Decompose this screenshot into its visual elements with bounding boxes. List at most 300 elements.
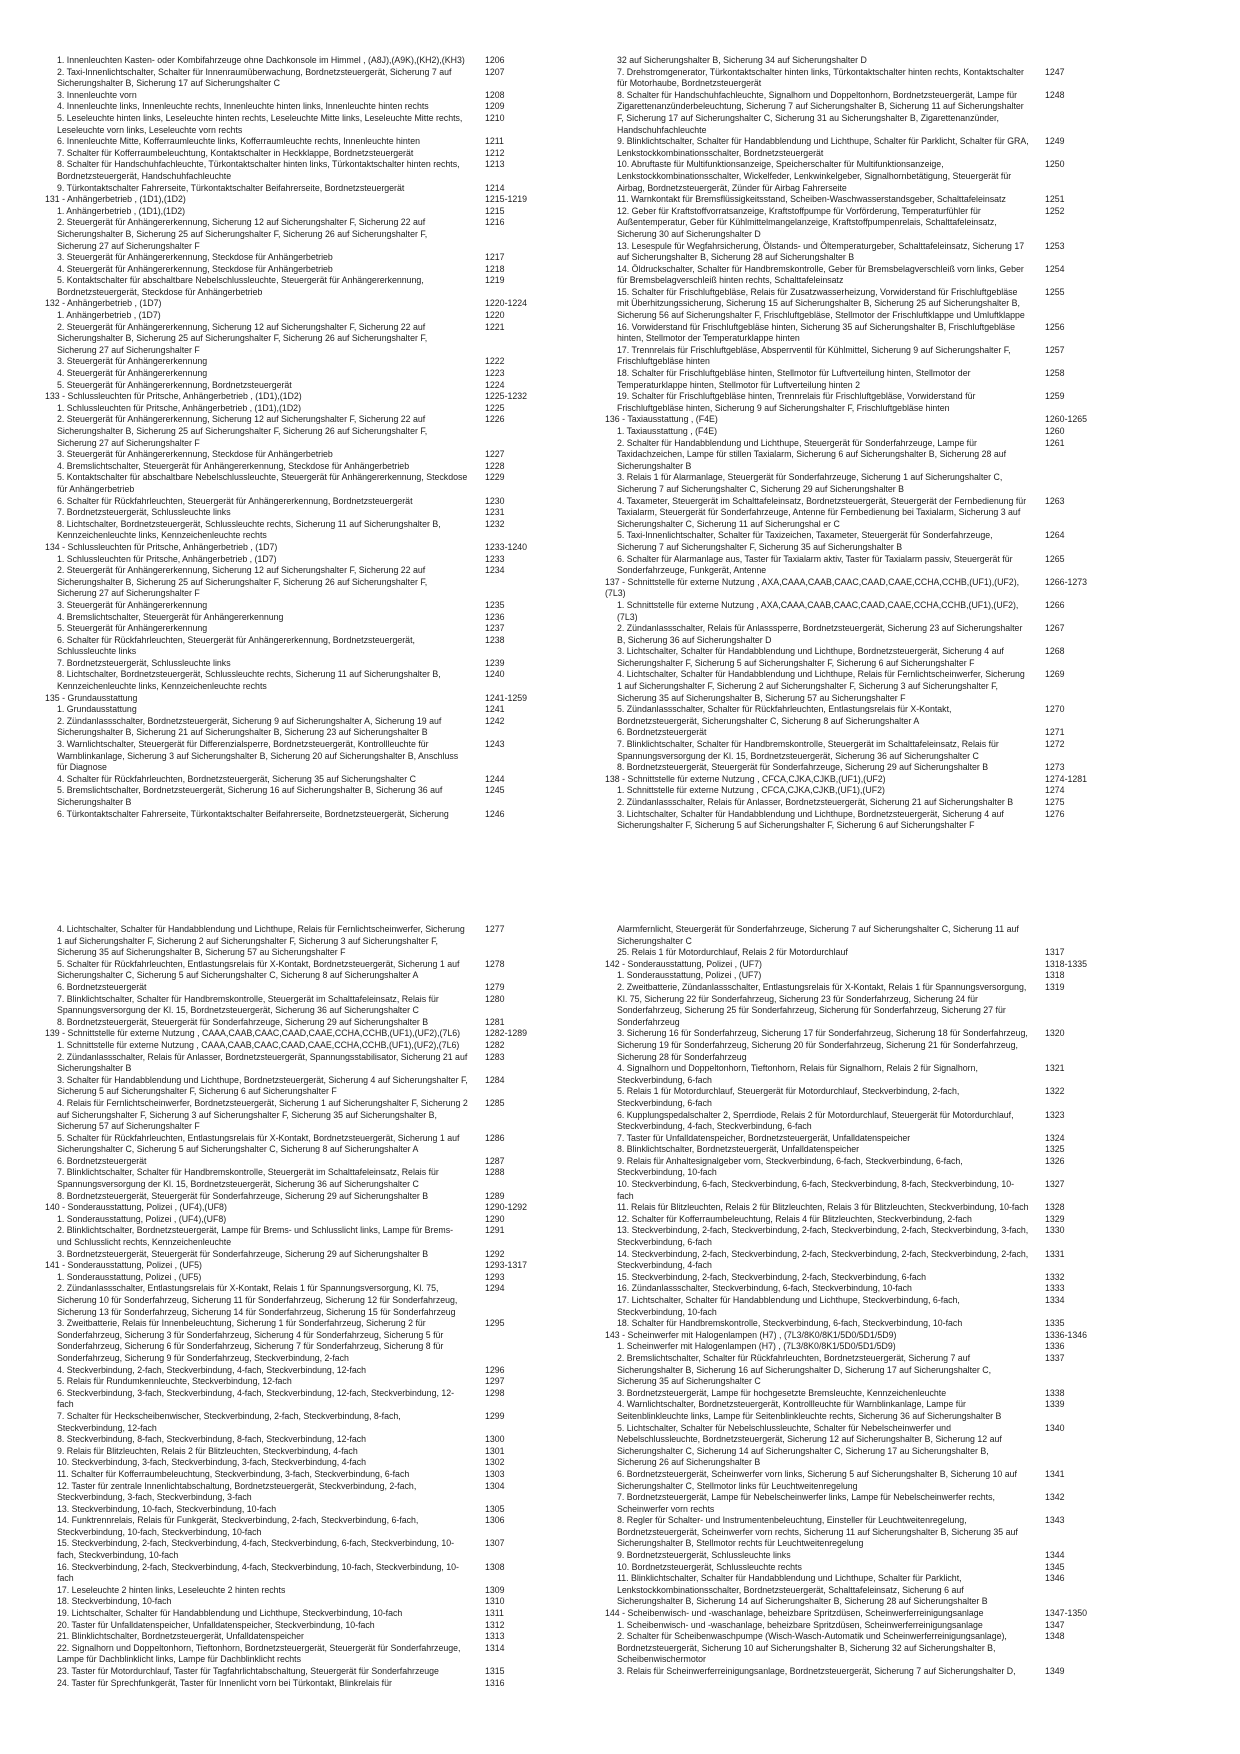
index-entry: [45, 1666, 535, 1678]
index-entry: [605, 809, 1095, 832]
entry-text: 5. Schalter für Rückfahrleuchten, Entlastungsrelais für X-Kontakt, Bordnetzsteuergerät, Sicherung 1 auf Sicherungshalter C, Sicherung 5 auf Sicherungshalter C, Sicherung 8 auf Sicherungshalter A: [57, 1132, 460, 1155]
entry-text: 4. Lichtschalter, Schalter für Handabblendung und Lichthupe, Relais für Fernlichtscheinwerfer, Sicherung 1 auf Sicherungshalter F, Sicherung 2 auf Sicherungshalter F, Sicherung 3 auf Sicherungshalter F, Sicherung 35 auf Sicherungshalter B, Sicherung 57 au Sicherungshalter F: [57, 924, 465, 958]
index-entry: [45, 507, 535, 519]
entry-page-number: 1244: [485, 773, 505, 784]
entry-text: 7. Drehstromgenerator, Türkontaktschalter hinten links, Türkontaktschalter hinten rechts, Kontaktschalter für Motorhaube, Bordnetzsteuergerät: [617, 66, 1024, 89]
entry-page-number: 1293-1317: [485, 1260, 528, 1271]
entry-text: 3. Steuergerät für Anhängererkennung, Steckdose für Anhängerbetrieb: [57, 449, 333, 460]
entry-page-number: 1330: [1045, 1225, 1065, 1236]
index-entry: [45, 391, 535, 403]
entry-page-number: 1300: [485, 1434, 505, 1445]
index-entry: [605, 1249, 1095, 1272]
index-entry: [605, 1144, 1095, 1156]
entry-page-number: 1268: [1045, 646, 1065, 657]
entry-text: 16. Steckverbindung, 2-fach, Steckverbindung, 4-fach, Steckverbindung, 10-fach, Steckverbindung, 10-fach: [57, 1561, 459, 1584]
entry-page-number: 1277: [485, 924, 505, 934]
index-entry: [45, 1481, 535, 1504]
index-entry: [45, 1225, 535, 1248]
index-entry: [605, 1469, 1095, 1492]
index-entry: [45, 183, 535, 195]
entry-text: 8. Lichtschalter, Bordnetzsteuergerät, Schlussleuchte rechts, Sicherung 11 auf Sicherungshalter B, Kennzeichenleuchte links, Kennzeichenleuchte rechts: [57, 518, 441, 541]
index-entry: [605, 287, 1095, 322]
entry-page-number: 1341: [1045, 1468, 1065, 1479]
entry-page-number: 1218: [485, 263, 505, 274]
index-entry: [605, 322, 1095, 345]
index-entry: [605, 414, 1095, 426]
entry-page-number: 1211: [485, 136, 504, 147]
index-entry: [605, 1283, 1095, 1295]
index-entry: [45, 472, 535, 495]
index-entry: [45, 658, 535, 670]
entry-page-number: 1251: [1045, 194, 1065, 205]
entry-text: 141 - Sonderausstattung, Polizei , (UF5): [45, 1260, 202, 1271]
entry-page-number: 1314: [485, 1642, 505, 1653]
entry-page-number: 1312: [485, 1619, 505, 1630]
entry-page-number: 1328: [1045, 1202, 1065, 1213]
index-entry: [45, 159, 535, 182]
entry-text: 18. Schalter für Handbremskontrolle, Steckverbindung, 6-fach, Steckverbindung, 10-fach: [617, 1318, 963, 1329]
entry-page-number: 1212: [485, 147, 505, 158]
index-entry: [605, 577, 1095, 600]
entry-text: 14. Steckverbindung, 2-fach, Steckverbindung, 2-fach, Steckverbindung, 2-fach, Steckverbindung, 2-fach, Steckverbindung, 4-fach: [617, 1248, 1029, 1271]
index-entry: [45, 600, 535, 612]
entry-text: 16. Vorwiderstand für Frischluftgebläse hinten, Sicherung 35 auf Sicherungshalter B, Frischluftgebläse hinten, Stellmotor der Temperaturklappe hinten: [617, 321, 1016, 344]
entry-page-number: 1316: [485, 1677, 505, 1688]
index-entry: [605, 1272, 1095, 1284]
entry-page-number: 1329: [1045, 1213, 1065, 1224]
entry-text: 15. Schalter für Frischluftgebläse, Relais für Zusatzwasserheizung, Vorwiderstand für Frischluftgebläse mit Überhitzungssicherung, Sicherung 15 auf Sicherungshalter B, Sicherung 25 auf Sicherungshalter B, Sicherung 56 auf Sicherungshalter F, Frischluftgebläse, Stellmotor der Frischluftklappe und Umluftklappe: [617, 286, 1025, 321]
index-entry: [45, 449, 535, 461]
index-entry: [45, 298, 535, 310]
entry-page-number: 1276: [1045, 808, 1065, 819]
index-entry: [45, 1040, 535, 1052]
entry-text: 5. Lichtschalter, Schalter für Nebelschlussleuchte, Schalter für Nebelscheinwerfer und Nebelschlussleuchte, Bordnetzsteuergerät, Sicherung 12 auf Sicherungshalter B, Sicherung 12 auf Sicherungshalter C, Sicherung 14 auf Sicherungshalter C, Sicherung 17 au Sicherungshalter B, Sicherung 26 auf Sicherungshalter B: [617, 1422, 1002, 1468]
entry-text: 2. Zündanlassschalter, Relais für Anlasser, Bordnetzsteuergerät, Spannungsstabilisator, Sicherung 21 auf Sicherungshalter B: [57, 1051, 468, 1074]
index-entry: [605, 206, 1095, 241]
entry-page-number: 1217: [485, 252, 505, 263]
entry-text: 11. Relais für Blitzleuchten, Relais 2 für Blitzleuchten, Relais 3 für Blitzleuchten, Steckverbindung, 10-fach: [617, 1202, 1029, 1213]
entry-page-number: 1336: [1045, 1341, 1065, 1352]
index-entry: [45, 739, 535, 774]
entry-page-number: 1231: [485, 507, 505, 518]
index-entry: [605, 1631, 1095, 1666]
index-entry: [605, 947, 1095, 959]
index-entry: [605, 739, 1095, 762]
index-entry: [45, 1133, 535, 1156]
entry-page-number: 1289: [485, 1190, 505, 1201]
entry-page-number: 1206: [485, 55, 505, 65]
entry-page-number: 1273: [1045, 762, 1065, 773]
entry-page-number: 1286: [485, 1132, 505, 1143]
entry-page-number: 1264: [1045, 530, 1065, 541]
entry-page-number: 1254: [1045, 263, 1065, 274]
entry-text: 8. Blinklichtschalter, Bordnetzsteuergerät, Unfalldatenspeicher: [617, 1144, 860, 1155]
entry-text: 3. Sicherung 16 für Sonderfahrzeug, Sicherung 17 für Sonderfahrzeug, Sicherung 18 für Sonderfahrzeug, Sicherung 19 für Sonderfahrzeug, Sicherung 20 für Sonderfahrzeug, Sicherung 21 für Sonderfahrzeug, Sicherung 28 für Sonderfahrzeug: [617, 1028, 1028, 1062]
entry-text: 9. Blinklichtschalter, Schalter für Handabblendung und Lichthupe, Schalter für Parklicht, Schalter für GRA, Lenkstockkombinationsschalter, Bordnetzsteuergerät: [617, 136, 1029, 158]
index-entry: [605, 982, 1095, 1028]
entry-text: 14. Funktrennrelais, Relais für Funkgerät, Steckverbindung, 2-fach, Steckverbindung, 6-fach, Steckverbindung, 10-fach, Steckverbindung, 10-fach: [57, 1515, 419, 1537]
entry-page-number: 1279: [485, 981, 505, 992]
index-entry: [45, 1411, 535, 1434]
entry-page-number: 1348: [1045, 1631, 1065, 1642]
entry-page-number: 1338: [1045, 1387, 1065, 1398]
index-entry: [45, 1318, 535, 1364]
entry-page-number: 1215: [485, 205, 505, 216]
entry-text: 6. Bordnetzsteuergerät: [57, 981, 147, 992]
entry-text: 5. Taxi-Innenlichtschalter, Schalter für Taxizeichen, Taxameter, Steuergerät für Sonderfahrzeuge, Sicherung 7 auf Sicherungshalter F, Sicherung 35 auf Sicherungshalter B: [617, 530, 993, 552]
entry-page-number: 1287: [485, 1155, 505, 1166]
entry-page-number: 1253: [1045, 240, 1065, 251]
entry-text: 32 auf Sicherungshalter B, Sicherung 34 auf Sicherungshalter D: [617, 55, 867, 65]
entry-page-number: 1228: [485, 460, 505, 471]
index-entry: [605, 1492, 1095, 1515]
entry-page-number: 1233-1240: [485, 541, 528, 552]
entry-page-number: 1222: [485, 356, 505, 367]
entry-text: 2. Steuergerät für Anhängererkennung, Sicherung 12 auf Sicherungshalter F, Sicherung 22 auf Sicherungshalter B, Sicherung 25 auf Sicherungshalter F, Sicherung 26 auf Sicherungshalter F, Sicherung 27 auf Sicherungshalter F: [57, 217, 428, 251]
index-entry: [45, 322, 535, 357]
index-entry: [605, 1214, 1095, 1226]
index-entry: [45, 924, 535, 959]
index-entry: [45, 1365, 535, 1377]
index-entry: [45, 1457, 535, 1469]
entry-text: 3. Steuergerät für Anhängererkennung, Steckdose für Anhängerbetrieb: [57, 252, 333, 263]
entry-text: 8. Regler für Schalter- und Instrumentenbeleuchtung, Einsteller für Leuchtweitenregelung, Bordnetzsteuergerät, Scheinwerfer vorn rechts, Sicherung 11 auf Sicherungshalter B, Sicherung 35 auf Sicherungshalter B, Stellmotor rechts für Leuchtweitenregelung: [617, 1515, 1018, 1549]
index-entry: [45, 519, 535, 542]
entry-page-number: 1290: [485, 1213, 505, 1224]
index-entry: [45, 1283, 535, 1318]
index-entry: [605, 797, 1095, 809]
entry-text: 3. Lichtschalter, Schalter für Handabblendung und Lichthupe, Bordnetzsteuergerät, Sicherung 4 auf Sicherungshalter F, Sicherung 5 auf Sicherungshalter F, Sicherung 6 auf Sicherungshalter F: [617, 646, 1004, 668]
entry-text: 6. Innenleuchte Mitte, Kofferraumleuchte links, Kofferraumleuchte rechts, Innenleuchte hinten: [57, 136, 421, 147]
entry-text: 4. Lichtschalter, Schalter für Handabblendung und Lichthupe, Relais für Fernlichtscheinwerfer, Sicherung 1 auf Sicherungshalter F, Sicherung 2 auf Sicherungshalter F, Sicherung 3 auf Sicherungshalter F, Sicherung 35 auf Sicherungshalter B, Sicherung 57 au Sicherungshalter F: [617, 669, 1025, 703]
entry-text: 2. Zündanlassschalter, Bordnetzsteuergerät, Sicherung 9 auf Sicherungshalter A, Sicherung 19 auf Sicherungshalter B, Sicherung 21 auf Sicherungshalter B, Sicherung 23 auf Sicherungshalter B: [57, 715, 442, 738]
index-entry: [45, 252, 535, 264]
index-entry: [605, 762, 1095, 774]
index-entry: [45, 67, 535, 90]
entry-page-number: 1331: [1045, 1248, 1065, 1259]
index-entry: [605, 1225, 1095, 1248]
entry-text: 17. Leseleuchte 2 hinten links, Leseleuchte 2 hinten rechts: [57, 1584, 286, 1595]
entry-page-number: 1245: [485, 785, 505, 796]
entry-page-number: 1261: [1045, 437, 1065, 448]
index-entry: [45, 1156, 535, 1168]
entry-text: 135 - Grundausstattung: [45, 692, 138, 703]
index-entry: [605, 704, 1095, 727]
entry-page-number: 1301: [485, 1445, 505, 1456]
index-entry: [605, 55, 1095, 67]
entry-text: 8. Bordnetzsteuergerät, Steuergerät für Sonderfahrzeuge, Sicherung 29 auf Sicherungshalter B: [617, 762, 989, 773]
entry-page-number: 1241: [485, 704, 505, 715]
entry-text: 3. Lichtschalter, Schalter für Handabblendung und Lichthupe, Bordnetzsteuergerät, Sicherung 4 auf Sicherungshalter F, Sicherung 5 auf Sicherungshalter F, Sicherung 6 auf Sicherungshalter F: [617, 808, 1004, 831]
index-entry: [605, 472, 1095, 495]
entry-page-number: 1215-1219: [485, 194, 528, 205]
index-column: [605, 924, 1095, 1689]
entry-page-number: 1294: [485, 1283, 505, 1294]
entry-text: 137 - Schnittstelle für externe Nutzung , AXA,CAAA,CAAB,CAAC,CAAD,CAAE,CCHA,CCHB,(UF1),(UF2),(7L3): [605, 576, 1020, 599]
entry-page-number: 1219: [485, 275, 505, 286]
index-block: [45, 55, 1095, 832]
entry-page-number: 1220-1224: [485, 298, 528, 309]
entry-text: 8. Schalter für Handschuhfachleuchte, Signalhorn und Doppeltonhorn, Bordnetzsteuergerät, Lampe für Zigarettenanzünderbeleuchtung, Sicherung 7 auf Sicherungshalter B, Sicherung 11 auf Sicherungshalter F, Sicherung 17 auf Sicherungshalter C, Sicherung 31 au Sicherungshalter B, Zigarettenanzünder, Handschuhfachleuchte: [617, 89, 1024, 135]
index-entry: [45, 380, 535, 392]
entry-text: 2. Steuergerät für Anhängererkennung, Sicherung 12 auf Sicherungshalter F, Sicherung 22 auf Sicherungshalter B, Sicherung 25 auf Sicherungshalter F, Sicherung 26 auf Sicherungshalter F, Sicherung 27 auf Sicherungshalter F: [57, 321, 428, 355]
entry-page-number: 1252: [1045, 205, 1065, 216]
entry-text: 7. Taster für Unfalldatenspeicher, Bordnetzsteuergerät, Unfalldatenspeicher: [617, 1132, 911, 1143]
entry-page-number: 1288: [485, 1167, 505, 1178]
entry-text: 11. Warnkontakt für Bremsflüssigkeitsstand, Scheiben-Waschwasserstandsgeber, Schalttafeleinsatz: [617, 194, 1006, 205]
index-entry: [605, 136, 1095, 159]
entry-page-number: 1221: [485, 321, 505, 332]
entry-page-number: 1278: [485, 958, 505, 969]
entry-page-number: 1272: [1045, 739, 1065, 750]
entry-page-number: 1226: [485, 414, 505, 425]
entry-page-number: 1256: [1045, 321, 1065, 332]
index-entry: [605, 600, 1095, 623]
entry-text: 6. Bordnetzsteuergerät: [57, 1155, 147, 1166]
index-entry: [605, 241, 1095, 264]
entry-text: 2. Bremslichtschalter, Schalter für Rückfahrleuchten, Bordnetzsteuergerät, Sicherung 7 auf Sicherungshalter B, Sicherung 16 auf Sicherungshalter D, Sicherung 17 auf Sicherungshalter C, Sicherung 35 auf Sicherungshalter C: [617, 1352, 992, 1387]
index-entry: [605, 530, 1095, 553]
entry-text: 5. Kontaktschalter für abschaltbare Nebelschlussleuchte, Steuergerät für Anhängererkennung, Steckdose für Anhängerbetrieb: [57, 472, 468, 494]
entry-text: 2. Zündanlassschalter, Relais für Anlasssperre, Bordnetzsteuergerät, Sicherung 23 auf Sicherungshalter B, Sicherung 36 auf Sicherungshalter D: [617, 623, 1023, 645]
entry-page-number: 1227: [485, 449, 505, 460]
entry-text: 1. Sonderausstattung, Polizei , (UF5): [57, 1271, 202, 1282]
entry-text: 5. Relais für Rundumkennleuchte, Steckverbindung, 12-fach: [57, 1376, 292, 1387]
entry-text: 4. Schalter für Rückfahrleuchten, Bordnetzsteuergerät, Sicherung 35 auf Sicherungshalter C: [57, 773, 416, 784]
entry-text: 15. Steckverbindung, 2-fach, Steckverbindung, 2-fach, Steckverbindung, 6-fach: [617, 1271, 927, 1282]
entry-text: 25. Relais 1 für Motordurchlauf, Relais 2 für Motordurchlauf: [617, 947, 848, 958]
index-entry: [45, 414, 535, 449]
entry-text: 7. Blinklichtschalter, Schalter für Handbremskontrolle, Steuergerät im Schalttafeleinsatz, Relais für Spannungsversorgung der Kl. 15, Bordnetzsteuergerät, Sicherung 36 auf Sicherungshalter C: [57, 1167, 439, 1190]
entry-page-number: 1344: [1045, 1550, 1065, 1561]
entry-text: 4. Warnlichtschalter, Bordnetzsteuergerät, Kontrollleuchte für Warnblinkanlage, Lampe für Seitenblinkleuchte links, Lampe für Seitenblinkleuchte rechts, Sicherung 36 auf Sicherungshalter B: [617, 1399, 1002, 1421]
index-entry: [605, 1388, 1095, 1400]
entry-text: 4. Innenleuchte links, Innenleuchte rechts, Innenleuchte hinten links, Innenleuchte hinten rechts: [57, 101, 429, 112]
entry-text: 12. Taster für zentrale Innenlichtabschaltung, Bordnetzsteuergerät, Steckverbindung, 2-fach, Steckverbindung, 3-fach, Steckverbindung, 3-fach: [57, 1480, 417, 1503]
entry-text: 1. Schlussleuchten für Pritsche, Anhängerbetrieb , (1D1),(1D2): [57, 402, 301, 413]
entry-page-number: 1315: [485, 1666, 505, 1676]
entry-page-number: 1214: [485, 182, 505, 193]
index-entry: [45, 716, 535, 739]
entry-text: 2. Blinklichtschalter, Bordnetzsteuergerät, Lampe für Brems- und Schlusslicht links, Lampe für Brems- und Schlusslicht rechts, Kennzeichenleuchte: [57, 1225, 454, 1248]
index-entry: [605, 391, 1095, 414]
entry-text: 5. Zündanlassschalter, Schalter für Rückfahrleuchten, Entlastungsrelais für X-Kontakt, Bordnetzsteuergerät, Sicherungshalter C, Sicherung 8 auf Sicherungshalter A: [617, 704, 952, 726]
index-entry: [605, 1063, 1095, 1086]
entry-page-number: 1317: [1045, 947, 1065, 958]
entry-page-number: 1255: [1045, 286, 1065, 297]
index-entry: [605, 774, 1095, 786]
entry-page-number: 1345: [1045, 1561, 1065, 1572]
entry-text: 1. Grundausstattung: [57, 704, 137, 715]
entry-page-number: 1239: [485, 657, 505, 668]
entry-text: 134 - Schlussleuchten für Pritsche, Anhängerbetrieb , (1D7): [45, 541, 278, 552]
index-entry: [45, 565, 535, 600]
entry-page-number: 1293: [485, 1271, 505, 1282]
index-entry: [605, 1330, 1095, 1342]
entry-page-number: 1280: [485, 993, 505, 1004]
index-entry: [605, 90, 1095, 136]
entry-text: 133 - Schlussleuchten für Pritsche, Anhängerbetrieb , (1D1),(1D2): [45, 391, 302, 402]
entry-text: 138 - Schnittstelle für externe Nutzung , CFCA,CJKA,CJKB,(UF1),(UF2): [605, 773, 886, 784]
index-entry: [45, 1596, 535, 1608]
index-entry: [45, 1446, 535, 1458]
index-entry: [605, 727, 1095, 739]
entry-text: 15. Steckverbindung, 2-fach, Steckverbindung, 4-fach, Steckverbindung, 6-fach, Steckverbindung, 10-fach, Steckverbindung, 10-fach: [57, 1538, 455, 1561]
entry-text: 3. Steuergerät für Anhängererkennung: [57, 599, 208, 610]
entry-page-number: 1232: [485, 518, 505, 529]
index-entry: [45, 1504, 535, 1516]
index-entry: [45, 1098, 535, 1133]
entry-text: 16. Zündanlassschalter, Steckverbindung, 6-fach, Steckverbindung, 10-fach: [617, 1283, 912, 1294]
entry-text: 17. Trennrelais für Frischluftgebläse, Absperrventil für Kühlmittel, Sicherung 9 auf Sicherungshalter F, Frischluftgebläse hinten: [617, 344, 1011, 367]
entry-page-number: 1337: [1045, 1352, 1065, 1363]
entry-text: 7. Schalter für Heckscheibenwischer, Steckverbindung, 2-fach, Steckverbindung, 8-fach, Steckverbindung, 12-fach: [57, 1410, 401, 1433]
entry-text: 10. Steckverbindung, 6-fach, Steckverbindung, 6-fach, Steckverbindung, 8-fach, Steckverbindung, 10-fach: [617, 1179, 1015, 1201]
entry-page-number: 1238: [485, 634, 505, 645]
entry-page-number: 1225: [485, 402, 505, 413]
entry-text: 2. Schalter für Scheibenwaschpumpe (Wisch-Wasch-Automatik und Scheinwerferreinigungsanlage), Bordnetzsteuergerät, Sicherung 10 auf Sicherungshalter B, Sicherung 32 auf Sicherungshalter B, Scheibenwischermotor: [617, 1631, 1007, 1665]
index-entry: [605, 785, 1095, 797]
index-entry: [605, 159, 1095, 194]
index-entry: [45, 194, 535, 206]
index-entry: [45, 1585, 535, 1597]
entry-text: 3. Zweitbatterie, Relais für Innenbeleuchtung, Sicherung 1 für Sonderfahrzeug, Sicherung 2 für Sonderfahrzeug, Sicherung 3 für Sonderfahrzeug, Sicherung 4 für Sonderfahrzeug, Sicherung 5 für Sonderfahrzeug, Sicherung 6 für Sonderfahrzeug, Sicherung 7 für Sonderfahrzeug, Sicherung 8 für Sonderfahrzeug, Sicherung 9 für Sonderfahrzeug, Steckverbindung, 2-fach: [57, 1318, 444, 1363]
entry-text: 3. Relais 1 für Alarmanlage, Steuergerät für Sonderfahrzeuge, Sicherung 1 auf Sicherungshalter C, Sicherung 7 auf Sicherungshalter C, Sicherung 29 auf Sicherungshalter B: [617, 472, 1003, 494]
entry-page-number: 1225-1232: [485, 391, 528, 402]
entry-page-number: 1319: [1045, 981, 1065, 992]
entry-page-number: 1310: [485, 1596, 505, 1607]
entry-page-number: 1266: [1045, 599, 1065, 610]
index-entry: [45, 623, 535, 635]
entry-page-number: 1230: [485, 495, 505, 506]
index-entry: [45, 1260, 535, 1272]
entry-page-number: 1247: [1045, 66, 1065, 77]
index-entry: [45, 635, 535, 658]
entry-page-number: 1298: [485, 1387, 505, 1398]
index-entry: [605, 669, 1095, 704]
entry-text: 1. Scheibenwisch- und -waschanlage, beheizbare Spritzdüsen, Scheinwerferreinigungsanlage: [617, 1619, 983, 1630]
index-entry: [45, 136, 535, 148]
entry-text: 12. Geber für Kraftstoffvorratsanzeige, Kraftstoffpumpe für Vorförderung, Temperaturfühler für Außentemperatur, Geber für Kühlmittelmangelanzeige, Kraftstoffpumpenrelais, Schalttafeleinsatz, Sicherung 30 auf Sicherungshalter D: [617, 205, 997, 239]
entry-page-number: 1235: [485, 599, 505, 610]
entry-text: 2. Zündanlassschalter, Relais für Anlasser, Bordnetzsteuergerät, Sicherung 21 auf Sicherungshalter B: [617, 797, 1014, 807]
entry-text: 1. Sonderausstattung, Polizei , (UF4),(UF8): [57, 1213, 227, 1224]
index-entry: [605, 194, 1095, 206]
entry-text: 5. Relais 1 für Motordurchlauf, Steuergerät für Motordurchlauf, Steckverbindung, 2-fach, Steckverbindung, 6-fach: [617, 1086, 960, 1108]
entry-text: 13. Lesespule für Wegfahrsicherung, Ölstands- und Öltemperaturgeber, Schalttafeleinsatz, Sicherung 17 auf Sicherungshalter B, Sicherung 28 auf Sicherungshalter B: [617, 240, 1025, 263]
entry-text: 4. Steckverbindung, 2-fach, Steckverbindung, 4-fach, Steckverbindung, 12-fach: [57, 1364, 367, 1375]
entry-page-number: 1259: [1045, 391, 1065, 402]
entry-text: 7. Bordnetzsteuergerät, Lampe für Nebelscheinwerfer links, Lampe für Nebelscheinwerfer rechts, Scheinwerfer vorn rechts: [617, 1492, 995, 1514]
index-entry: [45, 809, 535, 821]
entry-page-number: 1274-1281: [1045, 773, 1088, 784]
entry-page-number: 1209: [485, 101, 505, 112]
entry-page-number: 1285: [485, 1097, 505, 1108]
entry-text: 143 - Scheinwerfer mit Halogenlampen (H7) , (7L3/8K0/8K1/5D0/5D1/5D9): [605, 1329, 897, 1340]
index-entry: [605, 345, 1095, 368]
index-entry: [605, 924, 1095, 947]
entry-page-number: 1342: [1045, 1492, 1065, 1503]
index-entry: [605, 1608, 1095, 1620]
index-entry: [605, 1341, 1095, 1353]
entry-text: 6. Schalter für Alarmanlage aus, Taster für Taxialarm aktiv, Taster für Taxialarm passiv, Steuergerät für Sonderfahrzeuge, Funkgerät, Antenne: [617, 553, 1013, 576]
entry-page-number: 1334: [1045, 1295, 1065, 1305]
entry-page-number: 1269: [1045, 669, 1065, 680]
index-entry: [45, 55, 535, 67]
entry-page-number: 1260-1265: [1045, 414, 1088, 425]
index-column: [605, 55, 1095, 832]
index-entry: [605, 1028, 1095, 1063]
index-entry: [45, 1191, 535, 1203]
entry-page-number: 1290-1292: [485, 1202, 528, 1213]
entry-text: 2. Steuergerät für Anhängererkennung, Sicherung 12 auf Sicherungshalter F, Sicherung 22 auf Sicherungshalter B, Sicherung 25 auf Sicherungshalter F, Sicherung 26 auf Sicherungshalter F, Sicherung 27 auf Sicherungshalter F: [57, 414, 428, 448]
entry-page-number: 1263: [1045, 495, 1065, 506]
index-entry: [45, 1075, 535, 1098]
index-entry: [605, 1133, 1095, 1145]
entry-page-number: 1313: [485, 1631, 505, 1642]
index-entry: [605, 970, 1095, 982]
entry-text: 8. Lichtschalter, Bordnetzsteuergerät, Schlussleuchte rechts, Sicherung 11 auf Sicherungshalter B, Kennzeichenleuchte links, Kennzeichenleuchte rechts: [57, 669, 441, 692]
index-entry: [605, 554, 1095, 577]
entry-page-number: 1267: [1045, 623, 1065, 634]
index-entry: [45, 1388, 535, 1411]
entry-page-number: 1242: [485, 715, 505, 726]
entry-text: 18. Schalter für Frischluftgebläse hinten, Stellmotor für Luftverteilung hinten, Stellmotor der Temperaturklappe hinten, Stellmotor für Luftverteilung hinten 2: [617, 368, 971, 390]
entry-page-number: 1297: [485, 1376, 505, 1387]
entry-text: 8. Bordnetzsteuergerät, Steuergerät für Sonderfahrzeuge, Sicherung 29 auf Sicherungshalter B: [57, 1190, 429, 1201]
entry-text: 22. Signalhorn und Doppeltonhorn, Tieftonhorn, Bordnetzsteuergerät, Steuergerät für Sonderfahrzeuge, Lampe für Dachblinklicht links, Lampe für Dachblinklicht rechts: [57, 1642, 461, 1665]
entry-page-number: 1265: [1045, 553, 1065, 564]
entry-text: 18. Steckverbindung, 10-fach: [57, 1596, 172, 1607]
index-entry: [45, 90, 535, 102]
entry-text: 7. Bordnetzsteuergerät, Schlussleuchte links: [57, 657, 231, 668]
index-entry: [45, 542, 535, 554]
entry-text: 5. Steuergerät für Anhängererkennung, Bordnetzsteuergerät: [57, 379, 292, 390]
index-entry: [605, 496, 1095, 531]
entry-text: 132 - Anhängerbetrieb , (1D7): [45, 298, 162, 309]
index-entry: [45, 1028, 535, 1040]
index-entry: [45, 1678, 535, 1690]
entry-page-number: 1213: [485, 159, 505, 170]
entry-page-number: 1318: [1045, 970, 1065, 981]
entry-page-number: 1320: [1045, 1028, 1065, 1039]
entry-page-number: 1281: [485, 1016, 505, 1027]
entry-text: 24. Taster für Sprechfunkgerät, Taster für Innenlicht vorn bei Türkontakt, Blinkrelais für: [57, 1677, 392, 1688]
index-entry: [45, 310, 535, 322]
entry-page-number: 1223: [485, 368, 505, 379]
entry-page-number: 1303: [485, 1468, 505, 1479]
entry-text: 5. Bremslichtschalter, Bordnetzsteuergerät, Sicherung 16 auf Sicherungshalter B, Sicherung 36 auf Sicherungshalter B: [57, 785, 443, 807]
entry-text: 3. Schalter für Handabblendung und Lichthupe, Bordnetzsteuergerät, Sicherung 4 auf Sicherungshalter F, Sicherung 5 auf Sicherungshalter F, Sicherung 6 auf Sicherungshalter F: [57, 1074, 468, 1097]
index-entry: [45, 217, 535, 252]
entry-text: 1. Schnittstelle für externe Nutzung , AXA,CAAA,CAAB,CAAC,CAAD,CAAE,CCHA,CCHB,(UF1),(UF2),(7L3): [617, 599, 1019, 622]
entry-text: 6. Kupplungspedalschalter 2, Sperrdiode, Relais 2 für Motordurchlauf, Steuergerät für Motordurchlauf, Steckverbindung, 4-fach, Steckverbindung, 6-fach: [617, 1109, 1014, 1132]
index-entry: [605, 1179, 1095, 1202]
entry-page-number: 1309: [485, 1584, 505, 1595]
entry-page-number: 1274: [1045, 785, 1065, 796]
index-entry: [45, 693, 535, 705]
index-entry: [45, 1608, 535, 1620]
entry-text: 7. Blinklichtschalter, Schalter für Handbremskontrolle, Steuergerät im Schalttafeleinsatz, Relais für Spannungsversorgung der Kl. 15, Bordnetzsteuergerät, Sicherung 36 auf Sicherungshalter C: [617, 739, 999, 761]
entry-text: 3. Innenleuchte vorn: [57, 89, 137, 100]
entry-page-number: 1302: [485, 1457, 505, 1468]
index-entry: [45, 1538, 535, 1561]
entry-page-number: 1250: [1045, 159, 1065, 170]
entry-text: 17. Lichtschalter, Schalter für Handabblendung und Lichthupe, Steckverbindung, 6-fach, Steckverbindung, 10-fach: [617, 1295, 960, 1317]
entry-text: 131 - Anhängerbetrieb , (1D1),(1D2): [45, 194, 186, 205]
entry-page-number: 1229: [485, 472, 505, 483]
entry-page-number: 1311: [485, 1608, 504, 1619]
